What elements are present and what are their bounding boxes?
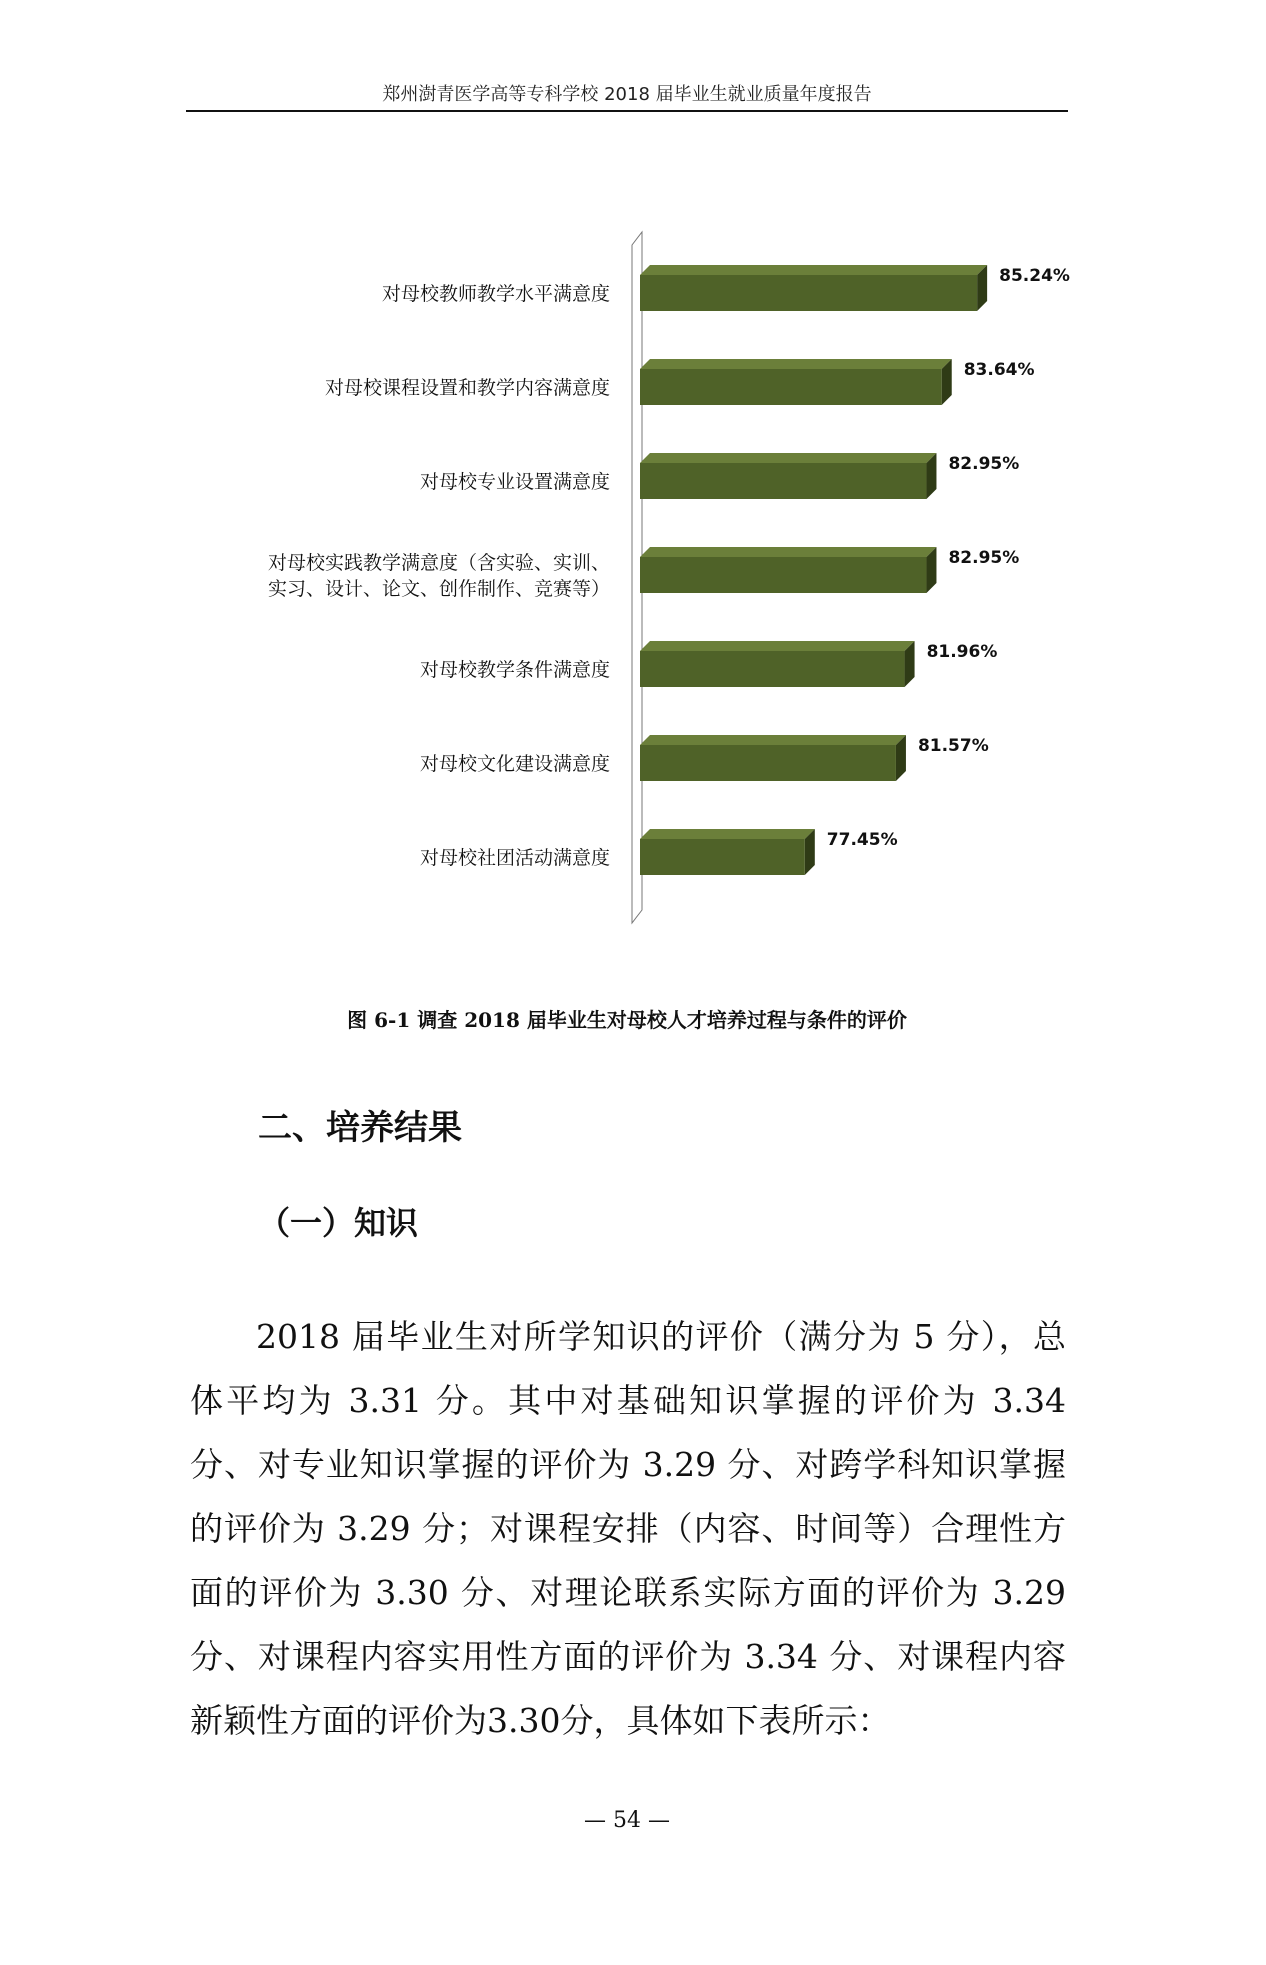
data-label: 85.24% [999, 266, 1070, 286]
category-label: 对母校实践教学满意度（含实验、实训、 [267, 552, 610, 574]
bar [640, 275, 977, 311]
page-number: — 54 — [584, 1808, 670, 1833]
bar-group [640, 829, 815, 875]
category-label: 对母校专业设置满意度 [419, 471, 610, 493]
bar-group [640, 453, 936, 499]
bar-top [640, 547, 936, 557]
subsection-heading: （一）知识 [258, 1204, 419, 1242]
category-label: 对母校教师教学水平满意度 [381, 283, 610, 305]
section-heading: 二、培养结果 [258, 1108, 462, 1148]
category-label: 对母校社团活动满意度 [419, 847, 610, 869]
bar-group [640, 641, 915, 687]
category-label: 对母校教学条件满意度 [419, 659, 610, 681]
bar [640, 651, 905, 687]
data-label: 82.95% [948, 548, 1020, 568]
bar-top [640, 735, 906, 745]
bar-top [640, 829, 815, 839]
header-rule [186, 110, 1068, 112]
data-label: 83.64% [963, 360, 1035, 380]
bar [640, 369, 942, 405]
bar [640, 557, 926, 593]
category-label: 对母校文化建设满意度 [419, 753, 610, 775]
satisfaction-bar-chart [180, 220, 1070, 940]
body-paragraph: 2018 届毕业生对所学知识的评价（满分为 5 分），总体平均为 3.31 分。其中对基础知识掌握的评价为 3.34 分、对专业知识掌握的评价为 3.29 分、对跨学科知识掌握的评价为 3.29 分；对课程安排（内容、时间等）合理性方面的评价为 3.30 分、对理论联系实际方面的评价为 3.29 分、对课程内容实用性方面的评价为 3.34 分、对课程内容新颖性方面的评价为3.30分，具体如下表所示： [190, 1317, 1066, 1740]
data-label: 82.95% [948, 454, 1020, 474]
bar [640, 839, 805, 875]
category-label: 实习、设计、论文、创作制作、竞赛等） [267, 578, 610, 600]
bar [640, 463, 926, 499]
header-title: 郑州澍青医学高等专科学校 2018 届毕业生就业质量年度报告 [382, 84, 872, 105]
bar-top [640, 641, 915, 651]
data-label: 81.96% [926, 642, 998, 662]
bar-group [640, 265, 987, 311]
bar [640, 745, 896, 781]
bar-top [640, 359, 952, 369]
bar-group [640, 735, 906, 781]
category-label: 对母校课程设置和教学内容满意度 [324, 377, 610, 399]
figure-caption: 图 6-1 调查 2018 届毕业生对母校人才培养过程与条件的评价 [347, 1008, 907, 1032]
data-label: 81.57% [917, 736, 989, 756]
bar-top [640, 265, 987, 275]
bar-group [640, 359, 952, 405]
bar-group [640, 547, 936, 593]
data-label: 77.45% [826, 830, 898, 850]
bar-top [640, 453, 936, 463]
